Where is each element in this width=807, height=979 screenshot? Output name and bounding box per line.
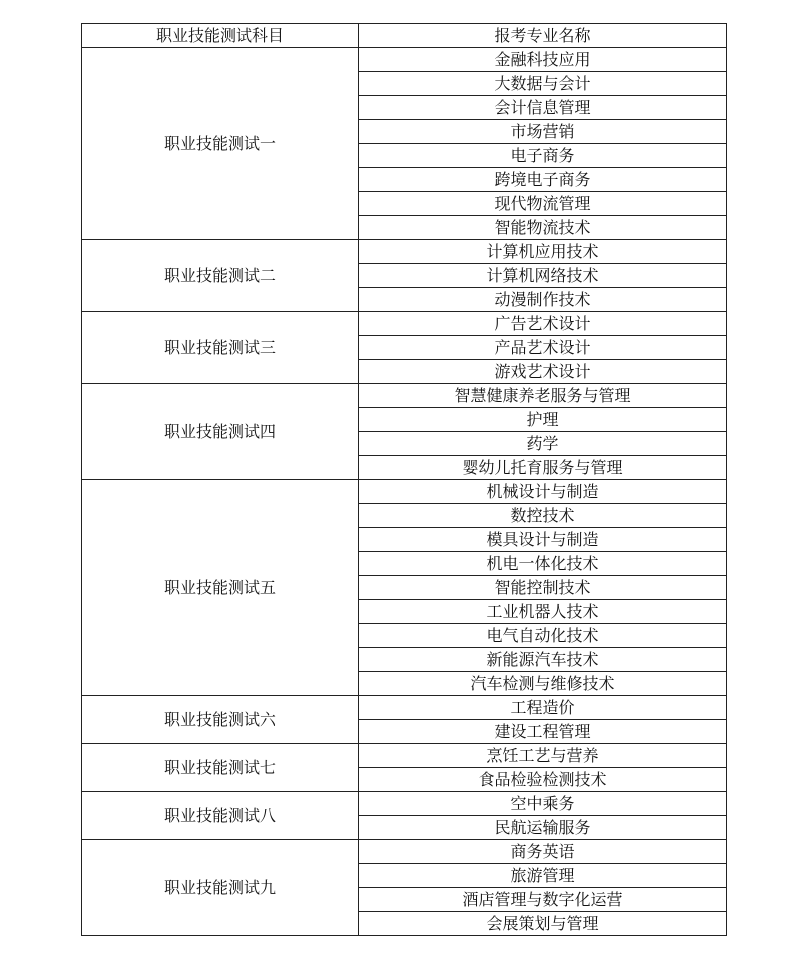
major-cell: 模具设计与制造 [359,528,727,552]
major-cell: 建设工程管理 [359,720,727,744]
major-cell: 电子商务 [359,144,727,168]
subject-cell: 职业技能测试二 [82,240,359,312]
major-cell: 金融科技应用 [359,48,727,72]
major-cell: 智慧健康养老服务与管理 [359,384,727,408]
major-cell: 会计信息管理 [359,96,727,120]
subject-cell: 职业技能测试七 [82,744,359,792]
major-cell: 烹饪工艺与营养 [359,744,727,768]
subject-cell: 职业技能测试六 [82,696,359,744]
major-cell: 广告艺术设计 [359,312,727,336]
major-cell: 药学 [359,432,727,456]
major-cell: 酒店管理与数字化运营 [359,888,727,912]
header-row [82,24,727,48]
major-cell: 现代物流管理 [359,192,727,216]
major-cell: 民航运输服务 [359,816,727,840]
major-cell: 机电一体化技术 [359,552,727,576]
major-cell: 婴幼儿托育服务与管理 [359,456,727,480]
table-row [82,744,727,768]
table-row [82,696,727,720]
exam-major-table [81,23,727,936]
table-row [82,48,727,72]
major-cell: 工程造价 [359,696,727,720]
subject-cell: 职业技能测试九 [82,840,359,936]
major-cell: 跨境电子商务 [359,168,727,192]
major-cell: 工业机器人技术 [359,600,727,624]
major-cell: 智能控制技术 [359,576,727,600]
major-cell: 计算机应用技术 [359,240,727,264]
major-cell: 新能源汽车技术 [359,648,727,672]
table-row [82,240,727,264]
table-row [82,792,727,816]
table-row [82,384,727,408]
major-cell: 汽车检测与维修技术 [359,672,727,696]
major-cell: 会展策划与管理 [359,912,727,936]
major-cell: 计算机网络技术 [359,264,727,288]
table-row [82,480,727,504]
subject-cell: 职业技能测试八 [82,792,359,840]
header-major: 报考专业名称 [359,24,727,48]
major-cell: 市场营销 [359,120,727,144]
major-cell: 产品艺术设计 [359,336,727,360]
major-cell: 商务英语 [359,840,727,864]
major-cell: 旅游管理 [359,864,727,888]
table-body [82,48,727,936]
major-cell: 电气自动化技术 [359,624,727,648]
subject-cell: 职业技能测试一 [82,48,359,240]
major-cell: 游戏艺术设计 [359,360,727,384]
major-cell: 机械设计与制造 [359,480,727,504]
major-cell: 空中乘务 [359,792,727,816]
major-cell: 数控技术 [359,504,727,528]
table-row [82,840,727,864]
major-cell: 食品检验检测技术 [359,768,727,792]
subject-cell: 职业技能测试四 [82,384,359,480]
major-cell: 护理 [359,408,727,432]
table-row [82,312,727,336]
major-cell: 智能物流技术 [359,216,727,240]
major-cell: 大数据与会计 [359,72,727,96]
header-subject: 职业技能测试科目 [82,24,359,48]
major-cell: 动漫制作技术 [359,288,727,312]
subject-cell: 职业技能测试三 [82,312,359,384]
subject-cell: 职业技能测试五 [82,480,359,696]
